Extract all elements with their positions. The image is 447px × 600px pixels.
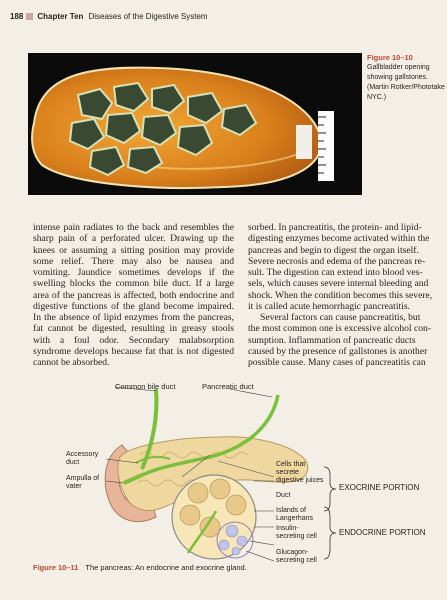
label-exocrine-portion: EXOCRINE PORTION	[339, 483, 420, 492]
gallbladder-photo	[28, 53, 362, 195]
label-glucagon-cell: Glucagon-secreting cell	[276, 549, 317, 564]
text-line: sult. The digestion can extend into blood ves-	[248, 267, 423, 278]
pancreas-diagram	[60, 382, 445, 570]
label-pancreatic-duct: Pancreatic duct	[202, 382, 254, 391]
figure-10-11-caption	[33, 563, 247, 572]
label-insulin-cell: Insulin-secreting cell	[276, 525, 317, 540]
text-line: the most common one is excessive alcohol con-	[248, 323, 432, 335]
text-line: caused by the presence of gallstones is another	[248, 345, 428, 357]
text-line: sumption. Inflammation of pancreatic ducts	[248, 334, 416, 346]
body-text-left	[33, 222, 234, 368]
running-header	[10, 10, 208, 22]
figure-10-10-caption	[367, 53, 445, 103]
label-duct: Duct	[276, 492, 291, 499]
text-line: digesting enzymes become activated within the	[248, 233, 430, 245]
header-square-icon	[26, 13, 33, 20]
pancreas-illustration	[60, 382, 445, 570]
label-digestive-cells: Cells that secrete digestive juices	[276, 461, 324, 484]
label-ampulla-of-vater: Ampulla of vater	[66, 475, 100, 490]
figure-10-10-text: Gallbladder opening showing gallstones. (Martin Rotker/Phototake NYC.)	[367, 64, 445, 101]
page-number: 188	[10, 11, 24, 21]
label-common-bile-duct: Common bile duct	[115, 382, 176, 391]
text-line: sorbed. In pancreatitis, the protein- and lipid-	[248, 222, 422, 233]
figure-10-11-label: Figure 10–11	[33, 563, 79, 572]
label-endocrine-portion: ENDOCRINE PORTION	[339, 528, 426, 537]
body-text-right	[248, 222, 447, 372]
text-line: it is called acute hemorrhagic pancreatitis.	[248, 300, 410, 312]
chapter-label: Chapter Ten	[37, 11, 84, 21]
paragraph: intense pain radiates to the back and resembles the sharp pain of a perforated ulcer. Drawing up the knees or assuming a sitting position may provide some relief. There may also be nausea and vomiting. Jaundice sometimes develops if the swelling blocks the common bile duct. If a large area of the pancreas is affected, both endocrine and digestive functions of the gland become impaired. In the absence of lipid enzymes from the pancreas, fat cannot be digested, resulting in greasy stools with a foul odor. Secondary malabsorption syndrome develops because fat that is not digested cannot be absorbed.	[33, 222, 234, 368]
text-line: Several factors can cause pancreatitis, but	[260, 312, 421, 323]
text-line: possible cause. Many cases of pancreatitis can	[248, 357, 426, 368]
text-line: Severe necrosis and edema of the pancreas re-	[248, 255, 426, 267]
label-accessory-duct: Accessory duct	[66, 451, 99, 466]
figure-10-10-label: Figure 10–10	[367, 53, 413, 62]
text-line: shock. When the condition becomes this severe,	[248, 289, 433, 301]
gallbladder-illustration	[28, 53, 362, 195]
text-line: pancreas and begin to digest the organ itself.	[248, 244, 419, 256]
chapter-title: Diseases of the Digestive System	[88, 11, 208, 21]
label-islands-of-langerhans: Islands of Langerhans	[276, 507, 313, 522]
text-line: sels, which causes severe internal bleeding and	[248, 278, 429, 290]
figure-10-11-text: The pancreas: An endocrine and exocrine gland.	[85, 563, 247, 572]
